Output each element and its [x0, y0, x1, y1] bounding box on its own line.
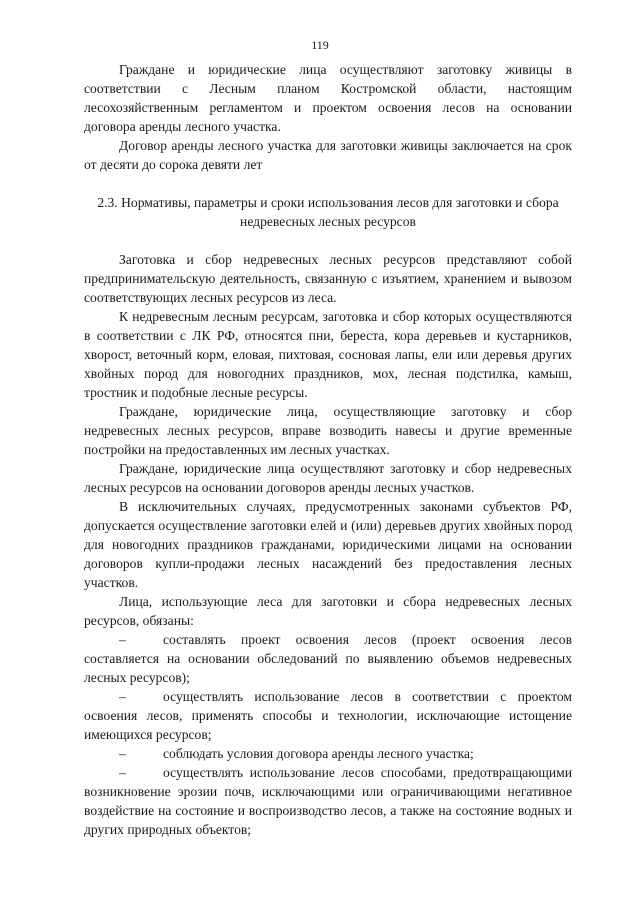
list-item: [84, 744, 572, 763]
list-item-text: осуществлять использование лесов способами, предотвращающими возникновение эрозии почв, исключающими или ограничивающими негативное воздействие на состояние и воспроизводство лесов, а также на состояние водных и других природных объектов;: [84, 765, 572, 837]
list-item: [84, 763, 572, 839]
paragraph: Заготовка и сбор недревесных лесных ресурсов представляют собой предпринимательскую деятельность, связанную с изъятием, хранением и вывозом соответствующих лесных ресурсов из леса.: [84, 252, 572, 305]
page-number: 119: [311, 38, 329, 52]
paragraph: К недревесным лесным ресурсам, заготовка и сбор которых осуществляются в соответствии с ЛК РФ, относятся пни, береста, кора деревьев и кустарников, хворост, веточный корм, еловая, пихтовая, сосновая лапы, ели или деревья других хвойных пород для новогодних праздников, мох, лесная подстилка, камыш, тростник и подобные лесные ресурсы.: [84, 309, 572, 400]
section-heading: 2.3. Нормативы, параметры и сроки использования лесов для заготовки и сбора недревесных лесных ресурсов: [97, 195, 559, 229]
list-item-text: соблюдать условия договора аренды лесного участка;: [163, 746, 474, 761]
paragraph: Граждане, юридические лица осуществляют заготовку и сбор недревесных лесных ресурсов на основании договоров аренды лесных участков.: [84, 461, 572, 495]
dash-marker: –: [119, 746, 126, 761]
paragraph: Граждане, юридические лица, осуществляющие заготовку и сбор недревесных лесных ресурсов, вправе возводить навесы и другие временные постройки на предоставленных им лесных участках.: [84, 404, 572, 457]
paragraph: Лица, использующие леса для заготовки и сбора недревесных лесных ресурсов, обязаны:: [84, 594, 572, 628]
list-item-text: осуществлять использование лесов в соответствии с проектом освоения лесов, применять способы и технологии, исключающие истощение имеющихся ресурсов;: [84, 689, 572, 742]
list-item: [84, 687, 572, 744]
paragraph: В исключительных случаях, предусмотренных законами субъектов РФ, допускается осуществление заготовки елей и (или) деревьев других хвойных пород для новогодних праздников гражданами, юридическими лицами на основании договоров купли-продажи лесных насаждений без предоставления лесных участков.: [84, 499, 572, 590]
list-item-text: составлять проект освоения лесов (проект освоения лесов составляется на основании обследований по выявлению объемов недревесных лесных ресурсов);: [84, 632, 572, 685]
list-item: [84, 630, 572, 687]
paragraph: Граждане и юридические лица осуществляют заготовку живицы в соответствии с Лесным планом Костромской области, настоящим лесохозяйственным регламентом и проектом освоения лесов на основании договора аренды лесного участка.: [84, 62, 572, 134]
dash-marker: –: [119, 632, 126, 647]
document-body: [84, 60, 572, 839]
paragraph: Договор аренды лесного участка для заготовки живицы заключается на срок от десяти до сорока девяти лет: [84, 138, 572, 172]
dash-marker: –: [119, 689, 126, 704]
dash-marker: –: [119, 765, 126, 780]
